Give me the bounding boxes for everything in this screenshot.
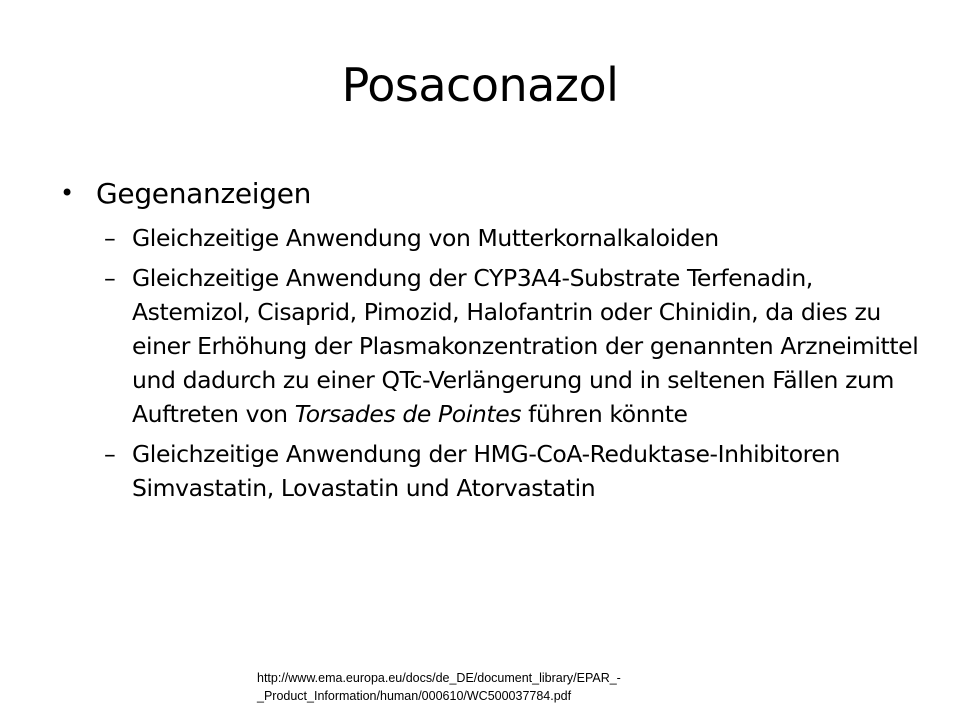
dash-icon: – (104, 264, 116, 293)
sub-bullet-text-end: führen könnte (521, 400, 688, 429)
bullet-item-label: Gegenanzeigen (96, 177, 312, 210)
bullet-item-contraindications (60, 176, 920, 211)
sub-bullet-item (60, 221, 920, 255)
sub-bullet-text: Gleichzeitige Anwendung der CYP3A4-Substrate Terfenadin, Astemizol, Cisaprid, Pimozid, Halofantrin oder Chinidin, da dies zu einer Erhöhung der Plasmakonzentration der genannten Arzneimittel und dadurch zu einer QTc-Verlängerung und in seltenen Fällen zum Auftreten von (132, 264, 919, 429)
sub-bullet-italic-term: Torsades de Pointes (294, 400, 522, 429)
bullet-icon: • (60, 179, 74, 207)
sub-bullet-text: Gleichzeitige Anwendung der HMG-CoA-Reduktase-Inhibitoren Simvastatin, Lovastatin und Atorvastatin (132, 440, 840, 503)
source-citation-line: _Product_Information/human/000610/WC500037784.pdf (257, 689, 572, 703)
slide-title: Posaconazol (341, 58, 619, 112)
sub-bullet-item (60, 437, 920, 505)
dash-icon: – (104, 224, 116, 252)
source-citation (257, 669, 717, 705)
sub-bullet-item (60, 261, 920, 431)
sub-bullet-list (60, 221, 920, 506)
source-citation-line: http://www.ema.europa.eu/docs/de_DE/document_library/EPAR_- (257, 671, 621, 685)
dash-icon: – (104, 440, 116, 469)
sub-bullet-text: Gleichzeitige Anwendung von Mutterkornalkaloiden (132, 224, 719, 252)
slide-content (60, 176, 920, 512)
